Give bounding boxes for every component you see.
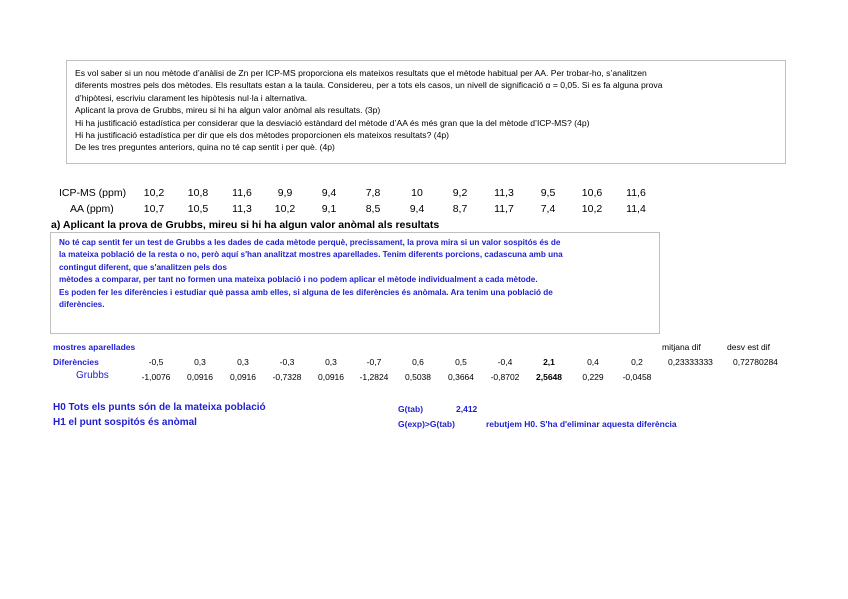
icp-ms-value: 9,4 xyxy=(321,187,337,199)
icp-ms-value: 9,9 xyxy=(277,187,293,199)
differences-label: Diferències xyxy=(53,357,99,367)
aa-value: 7,4 xyxy=(540,203,556,215)
icp-ms-value: 9,5 xyxy=(540,187,556,199)
aa-value: 11,3 xyxy=(232,203,252,215)
grubbs-value: 0,3664 xyxy=(448,372,474,382)
aa-value: 8,5 xyxy=(365,203,381,215)
conclusion: rebutjem H0. S'ha d'eliminar aquesta diferència xyxy=(486,419,677,429)
difference-value: 0,6 xyxy=(412,357,424,367)
answer-box xyxy=(50,232,660,334)
problem-statement-text xyxy=(75,67,777,154)
g-tab-value: 2,412 xyxy=(456,404,478,414)
problem-line: Es vol saber si un nou mètode d’anàlisi de Zn per ICP-MS proporciona els mateixos resultats que el mètode habitual per AA. Per trobar-ho, s’analitzen xyxy=(75,68,647,78)
null-hypothesis: H0 Tots els punts són de la mateixa població xyxy=(53,402,266,413)
aa-value: 11,7 xyxy=(494,203,514,215)
difference-value: 0,3 xyxy=(194,357,206,367)
aa-value: 10,2 xyxy=(581,203,603,215)
grubbs-value: -0,7328 xyxy=(272,372,302,382)
answer-text xyxy=(59,237,651,311)
icp-ms-value: 9,2 xyxy=(452,187,468,199)
difference-value: 0,3 xyxy=(237,357,249,367)
difference-value: 0,5 xyxy=(455,357,467,367)
answer-line: la mateixa població de la resta o no, però aquí s'han analitzat mostres aparellades. Tenim diferents porcions, cadascuna amb una xyxy=(59,250,563,260)
grubbs-label: Grubbs xyxy=(76,370,109,381)
problem-line: Hi ha justificació estadística per considerar que la desviació estàndard del mètode d’AA és més gran que la del mètode d’ICP-MS? (4p) xyxy=(75,117,590,128)
problem-statement-box xyxy=(66,60,786,164)
grubbs-value: 0,0916 xyxy=(318,372,344,382)
grubbs-value: 0,229 xyxy=(582,372,604,382)
aa-value: 10,7 xyxy=(143,203,165,215)
sd-diff-label: desv est dif xyxy=(727,342,770,352)
answer-line: mètodes a comparar, per tant no formen una mateixa població i no podem aplicar el mètode individualment a cada mètode. xyxy=(59,275,538,285)
icp-ms-value: 10,8 xyxy=(187,187,209,199)
grubbs-value: 0,0916 xyxy=(230,372,256,382)
grubbs-value: -0,8702 xyxy=(490,372,520,382)
mean-diff-label: mitjana dif xyxy=(662,342,701,352)
difference-value: -0,5 xyxy=(148,357,164,367)
problem-line: Hi ha justificació estadística per dir que els dos mètodes proporcionen els mateixos resultats? (4p) xyxy=(75,130,450,141)
answer-line: diferències. xyxy=(59,300,105,310)
icp-ms-value: 10,6 xyxy=(581,187,603,199)
grubbs-value: 0,0916 xyxy=(187,372,213,382)
aa-value: 10,5 xyxy=(187,203,209,215)
sd-diff-value: 0,72780284 xyxy=(733,357,778,367)
icp-ms-value: 10 xyxy=(411,187,423,199)
grubbs-value: 0,5038 xyxy=(405,372,431,382)
icp-ms-value: 11,3 xyxy=(494,187,514,199)
difference-value: 2,1 xyxy=(543,357,555,367)
problem-line: Aplicant la prova de Grubbs, mireu si hi ha algun valor anòmal als resultats. (3p) xyxy=(75,105,381,116)
difference-value: -0,3 xyxy=(279,357,295,367)
grubbs-value: -1,2824 xyxy=(359,372,389,382)
answer-line: contingut diferent, que s'analitzen pels dos xyxy=(59,262,227,272)
difference-value: 0,4 xyxy=(587,357,599,367)
icp-ms-value: 10,2 xyxy=(143,187,165,199)
grubbs-value: -0,0458 xyxy=(622,372,652,382)
icp-ms-value: 7,8 xyxy=(365,187,381,199)
icp-ms-value: 11,6 xyxy=(232,187,252,199)
section-a-heading: a) Aplicant la prova de Grubbs, mireu si hi ha algun valor anòmal als resultats xyxy=(51,219,440,231)
icp-ms-value: 11,6 xyxy=(626,187,646,199)
g-exp-comparison: G(exp)>G(tab) xyxy=(398,419,455,429)
grubbs-value: 2,5648 xyxy=(536,372,562,382)
g-tab-label: G(tab) xyxy=(398,404,424,414)
aa-value: 11,4 xyxy=(626,203,646,215)
mean-diff-value: 0,23333333 xyxy=(668,357,713,367)
paired-samples-title: mostres aparellades xyxy=(53,342,136,352)
aa-label: AA (ppm) xyxy=(70,203,114,215)
difference-value: -0,7 xyxy=(366,357,382,367)
alternative-hypothesis: H1 el punt sospitós és anòmal xyxy=(53,417,197,428)
problem-line: diferents mostres pels dos mètodes. Els resultats estan a la taula. Considereu, per a tots els casos, un nivell de significació α = 0,05. Si es fa alguna prova xyxy=(75,80,663,91)
aa-value: 10,2 xyxy=(274,203,296,215)
problem-line: De les tres preguntes anteriors, quina no té cap sentit i per què. (4p) xyxy=(75,142,335,153)
difference-value: 0,3 xyxy=(325,357,337,367)
grubbs-value: -1,0076 xyxy=(141,372,171,382)
aa-value: 9,1 xyxy=(321,203,337,215)
answer-line: Es poden fer les diferències i estudiar què passa amb elles, si alguna de les diferències és anòmala. Ara tenim una població de xyxy=(59,287,553,297)
problem-line: d’hipòtesi, escriviu clarament les hipòtesis nul·la i alternativa. xyxy=(75,92,308,103)
aa-value: 9,4 xyxy=(409,203,425,215)
aa-value: 8,7 xyxy=(452,203,468,215)
icp-ms-label: ICP-MS (ppm) xyxy=(59,187,127,199)
answer-line: No té cap sentit fer un test de Grubbs a les dades de cada mètode perquè, precissament, la prova mira si un valor sospitós és de xyxy=(59,238,561,247)
difference-value: -0,4 xyxy=(497,357,513,367)
difference-value: 0,2 xyxy=(631,357,643,367)
